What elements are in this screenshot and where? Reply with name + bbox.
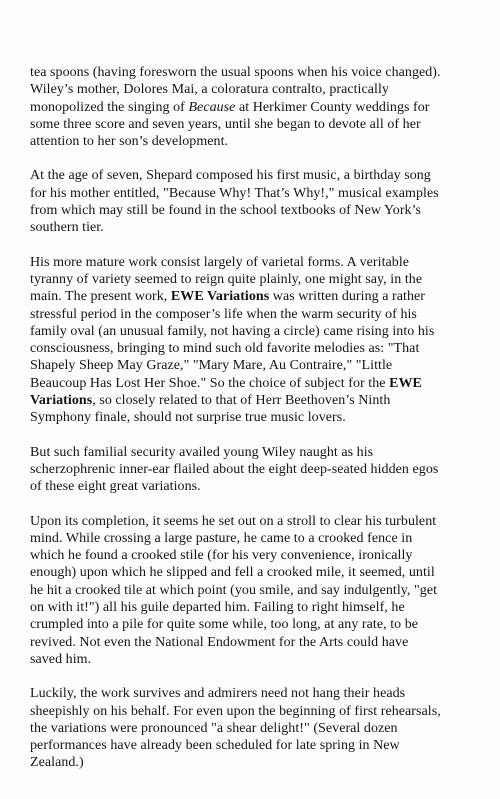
text-line (30, 202, 486, 219)
text-run: consciousness, bringing to mind such old favorite melodies as: "That (30, 341, 420, 357)
paragraph-familial-security (30, 444, 486, 496)
text-run: some three score and seven years, until she began to devote all of her (30, 116, 421, 132)
text-run: main. The present work, (30, 289, 171, 305)
text-line (30, 634, 486, 651)
text-line (30, 685, 486, 702)
paragraph-completion-stroll (30, 513, 486, 669)
text-run: tea spoons (having foresworn the usual spoons when his voice changed). (30, 65, 441, 80)
text-run: family oval (an unusual family, not having a circle) came rising into his (30, 323, 435, 339)
text-run: Upon its completion, it seems he set out on a stroll to clear his turbulent (30, 513, 437, 529)
text-line (30, 133, 486, 150)
text-line (30, 81, 486, 98)
text-line (30, 409, 486, 426)
text-line (30, 340, 486, 357)
text-line (30, 254, 486, 271)
text-run: mind. While crossing a large pasture, he came to a crooked fence in (30, 530, 413, 546)
text-run: attention to her son’s development. (30, 134, 229, 150)
text-run: Zealand.) (30, 755, 84, 771)
text-line (30, 599, 486, 616)
paragraph-mature-work (30, 254, 486, 427)
text-run: enough) upon which he slipped and fell a crooked mile, it seemed, until (30, 565, 435, 581)
text-line (30, 219, 486, 236)
text-line (30, 288, 486, 305)
text-line (30, 530, 486, 547)
text-run: Beaucoup Has Lost Her Shoe." So the choice of subject for the (30, 375, 390, 391)
text-run: Symphony finale, should not surprise true music lovers. (30, 410, 346, 426)
text-run: Luckily, the work survives and admirers need not hang their heads (30, 686, 406, 702)
paragraph-work-survives (30, 685, 486, 771)
text-run: monopolized the singing of (30, 99, 189, 115)
text-run: saved him. (30, 651, 92, 667)
work-title-ewe-variations: EWE Variations (170, 289, 270, 305)
text-line (30, 513, 486, 530)
text-run: revived. Not even the National Endowment for the Arts could have (30, 634, 409, 650)
text-run: Wiley’s mother, Dolores Mai, a coloratura contralto, practically (30, 82, 389, 98)
text-line (30, 323, 486, 340)
work-title-variations: Variations (30, 393, 93, 409)
text-run: stressful period in the composer’s life when the warm security of his (30, 306, 417, 322)
text-line (30, 737, 486, 754)
work-title-ewe: EWE (389, 375, 422, 391)
text-line (30, 651, 486, 668)
text-line (30, 116, 486, 133)
text-run: from which may still be found in the school textbooks of New York’s (30, 203, 422, 219)
text-run: Shapely Sheep May Graze," "Mary Mare, Au Contraire," "Little (30, 358, 393, 374)
text-line (30, 357, 486, 374)
text-line (30, 616, 486, 633)
text-run: His more mature work consist largely of varietal forms. A veritable (30, 254, 410, 270)
text-run: , so closely related to that of Herr Beethoven’s Ninth (92, 393, 391, 409)
text-line (30, 271, 486, 288)
text-line (30, 582, 486, 599)
text-line (30, 461, 486, 478)
text-line (30, 754, 486, 771)
text-line (30, 64, 486, 81)
text-run: At the age of seven, Shepard composed his first music, a birthday song (30, 168, 431, 184)
text-run: performances have already been scheduled for late spring in New (30, 738, 400, 754)
song-title-because: Because (188, 99, 236, 115)
text-run: for his mother entitled, "Because Why! That’s Why!," musical examples (30, 185, 439, 201)
body-text (30, 64, 486, 788)
text-line (30, 306, 486, 323)
paragraph-wiley-mother (30, 64, 486, 150)
text-run: on with it!") all his guile departed him. Failing to right himself, he (30, 600, 405, 616)
text-line (30, 99, 486, 116)
text-line (30, 564, 486, 581)
text-run: But such familial security availed young Wiley naught as his (30, 444, 374, 460)
text-line (30, 185, 486, 202)
text-run: of these eight great variations. (30, 479, 201, 495)
text-line (30, 703, 486, 720)
text-line (30, 478, 486, 495)
text-run: crumpled into a pile for quite some while, too long, at any rate, to be (30, 617, 419, 633)
text-run: southern tier. (30, 220, 104, 236)
paragraph-first-music (30, 167, 486, 236)
text-run: sheepishly on his behalf. For even upon the beginning of first rehearsals, (30, 703, 441, 719)
text-run: tyranny of variety seemed to reign quite plainly, one might say, in the (30, 271, 423, 287)
text-line (30, 375, 486, 392)
text-line (30, 167, 486, 184)
text-run: at Herkimer County weddings for (235, 99, 430, 115)
text-run: he hit a crooked tile at which point (you smile, and say indulgently, "get (30, 582, 438, 598)
text-line (30, 392, 486, 409)
text-line (30, 444, 486, 461)
text-run: the variations were pronounced "a shear delight!" (Several dozen (30, 720, 398, 736)
text-line (30, 547, 486, 564)
text-run: was written during a rather (269, 289, 425, 305)
text-run: scherzophrenic inner-ear flailed about the eight deep-seated hidden egos (30, 461, 439, 477)
text-line (30, 720, 486, 737)
text-run: which he found a crooked stile (for his very convenience, ironically (30, 548, 413, 564)
